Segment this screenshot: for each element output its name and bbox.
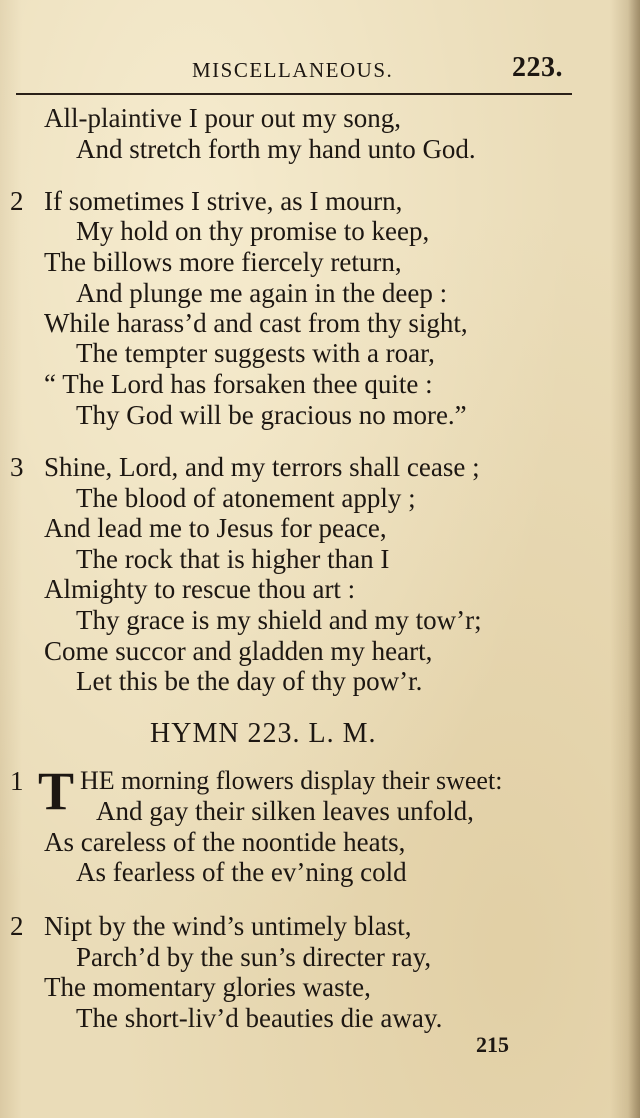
verse-line: The billows more fiercely return, — [44, 247, 402, 277]
verse-line: “ The Lord has forsaken thee quite : — [44, 369, 433, 399]
verse-line: As careless of the noontide heats, — [44, 827, 406, 857]
verse-line: Come succor and gladden my heart, — [44, 636, 433, 666]
verse-line: Thy grace is my shield and my tow’r; — [76, 605, 482, 635]
verse-line: While harass’d and cast from thy sight, — [44, 308, 468, 338]
page-number: 223. — [512, 52, 563, 83]
verse-line: Thy God will be gracious no more.” — [76, 400, 467, 430]
stanza-number: 1 — [10, 766, 24, 796]
verse-line: And gay their silken leaves unfold, — [96, 796, 474, 826]
verse-line: HE morning flowers display their sweet: — [80, 766, 503, 795]
verse-line: The tempter suggests with a roar, — [76, 338, 435, 368]
verse-line: And plunge me again in the deep : — [76, 278, 448, 308]
stanza-number: 2 — [10, 911, 24, 941]
stanza-number: 2 — [10, 186, 24, 216]
hymn-title: HYMN 223. L. M. — [150, 718, 377, 749]
verse-line: As fearless of the ev’ning cold — [76, 857, 407, 887]
header-rule — [16, 93, 572, 95]
drop-cap: T — [38, 761, 75, 821]
verse-line: The blood of atonement apply ; — [76, 483, 416, 513]
verse-line: Almighty to rescue thou art : — [44, 574, 356, 604]
verse-line: And stretch forth my hand unto God. — [76, 134, 476, 164]
verse-line: Parch’d by the sun’s directer ray, — [76, 942, 432, 972]
verse-line: My hold on thy promise to keep, — [76, 216, 430, 246]
verse-line: Let this be the day of thy pow’r. — [76, 666, 423, 696]
stanza-number: 3 — [10, 452, 24, 482]
page-header — [0, 52, 640, 92]
verse-line: And lead me to Jesus for peace, — [44, 513, 387, 543]
verse-line: Shine, Lord, and my terrors shall cease ; — [44, 452, 480, 482]
running-title: MISCELLANEOUS. — [192, 58, 394, 82]
verse-line: The rock that is higher than I — [76, 544, 390, 574]
verse-line: Nipt by the wind’s untimely blast, — [44, 911, 412, 941]
page-spine-shadow — [628, 0, 640, 1118]
verse-line: The short-liv’d beauties die away. — [76, 1003, 443, 1033]
verse-line: If sometimes I strive, as I mourn, — [44, 186, 403, 216]
signature-number: 215 — [476, 1032, 509, 1057]
verse-line: All-plaintive I pour out my song, — [44, 103, 401, 133]
verse-line: The momentary glories waste, — [44, 972, 371, 1002]
